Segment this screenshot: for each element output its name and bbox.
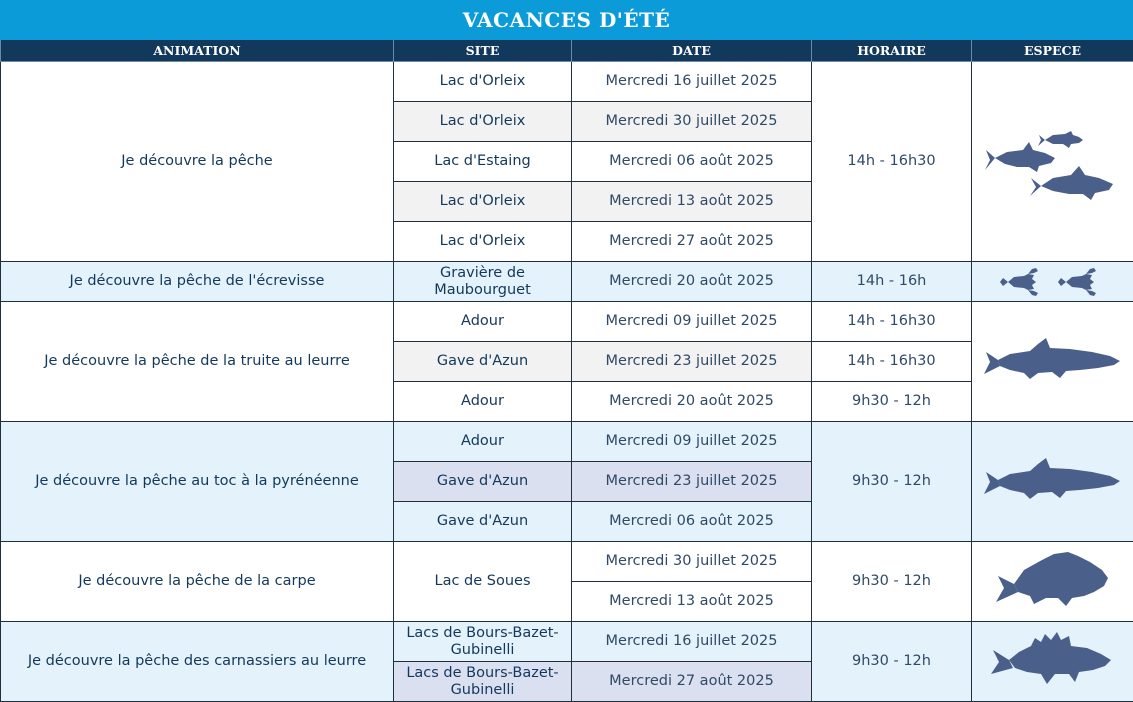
horaire-cell: 14h - 16h — [812, 262, 972, 302]
horaire-cell: 9h30 - 12h — [812, 382, 972, 422]
date-cell: Mercredi 13 août 2025 — [572, 582, 812, 622]
date-cell: Mercredi 27 août 2025 — [572, 222, 812, 262]
site-cell: Gave d'Azun — [394, 342, 572, 382]
date-cell: Mercredi 30 juillet 2025 — [572, 542, 812, 582]
date-cell: Mercredi 20 août 2025 — [572, 262, 812, 302]
site-cell: Gave d'Azun — [394, 462, 572, 502]
roach-fish-icon — [983, 122, 1123, 202]
date-cell: Mercredi 23 juillet 2025 — [572, 342, 812, 382]
table-row — [1, 622, 1133, 662]
table-row — [1, 302, 1133, 342]
animation-cell: Je découvre la pêche au toc à la pyrénéenne — [1, 422, 394, 542]
date-cell: Mercredi 30 juillet 2025 — [572, 102, 812, 142]
table-row — [1, 542, 1133, 582]
table-header-row — [1, 40, 1133, 62]
perch-icon — [983, 626, 1123, 698]
activity-group-truite-leurre — [1, 302, 1133, 422]
site-cell: Adour — [394, 382, 572, 422]
header-horaire: HORAIRE — [812, 40, 972, 62]
activity-group-ecrevisse — [1, 262, 1133, 302]
header-animation: ANIMATION — [1, 40, 394, 62]
site-cell: Gravière de Maubourguet — [394, 262, 572, 302]
animation-cell: Je découvre la pêche de l'écrevisse — [1, 262, 394, 302]
site-cell: Lacs de Bours-Bazet-Gubinelli — [394, 662, 572, 702]
table-row — [1, 262, 1133, 302]
date-cell: Mercredi 16 juillet 2025 — [572, 622, 812, 662]
animation-cell: Je découvre la pêche — [1, 62, 394, 262]
crayfish-icon — [998, 265, 1108, 299]
site-cell: Lacs de Bours-Bazet-Gubinelli — [394, 622, 572, 662]
activity-group-carpe — [1, 542, 1133, 622]
trout-icon — [980, 452, 1126, 512]
site-cell: Lac d'Orleix — [394, 62, 572, 102]
header-site: SITE — [394, 40, 572, 62]
animation-cell: Je découvre la pêche de la carpe — [1, 542, 394, 622]
schedule-table — [0, 40, 1133, 702]
date-cell: Mercredi 16 juillet 2025 — [572, 62, 812, 102]
table-row — [1, 422, 1133, 462]
animation-cell: Je découvre la pêche des carnassiers au leurre — [1, 622, 394, 702]
trout-icon — [980, 332, 1126, 392]
site-cell: Lac d'Orleix — [394, 102, 572, 142]
header-date: DATE — [572, 40, 812, 62]
site-cell: Lac de Soues — [394, 542, 572, 622]
species-cell — [972, 622, 1133, 702]
horaire-cell: 14h - 16h30 — [812, 342, 972, 382]
table-row — [1, 62, 1133, 102]
site-cell: Adour — [394, 302, 572, 342]
horaire-cell: 9h30 - 12h — [812, 542, 972, 622]
site-cell: Adour — [394, 422, 572, 462]
date-cell: Mercredi 06 août 2025 — [572, 502, 812, 542]
date-cell: Mercredi 23 juillet 2025 — [572, 462, 812, 502]
date-cell: Mercredi 13 août 2025 — [572, 182, 812, 222]
activity-group-peche — [1, 62, 1133, 262]
date-cell: Mercredi 09 juillet 2025 — [572, 422, 812, 462]
activity-group-carnassiers — [1, 622, 1133, 702]
site-cell: Gave d'Azun — [394, 502, 572, 542]
species-cell — [972, 542, 1133, 622]
page-title: VACANCES D'ÉTÉ — [0, 0, 1133, 40]
species-cell — [972, 262, 1133, 302]
carp-icon — [988, 546, 1118, 618]
species-cell — [972, 62, 1133, 262]
horaire-cell: 14h - 16h30 — [812, 62, 972, 262]
activity-group-toc-pyreneenne — [1, 422, 1133, 542]
species-cell — [972, 302, 1133, 422]
site-cell: Lac d'Orleix — [394, 222, 572, 262]
species-cell — [972, 422, 1133, 542]
site-cell: Lac d'Orleix — [394, 182, 572, 222]
date-cell: Mercredi 06 août 2025 — [572, 142, 812, 182]
animation-cell: Je découvre la pêche de la truite au leurre — [1, 302, 394, 422]
date-cell: Mercredi 09 juillet 2025 — [572, 302, 812, 342]
date-cell: Mercredi 27 août 2025 — [572, 662, 812, 702]
horaire-cell: 9h30 - 12h — [812, 622, 972, 702]
header-espece: ESPECE — [972, 40, 1133, 62]
horaire-cell: 14h - 16h30 — [812, 302, 972, 342]
site-cell: Lac d'Estaing — [394, 142, 572, 182]
date-cell: Mercredi 20 août 2025 — [572, 382, 812, 422]
horaire-cell: 9h30 - 12h — [812, 422, 972, 542]
